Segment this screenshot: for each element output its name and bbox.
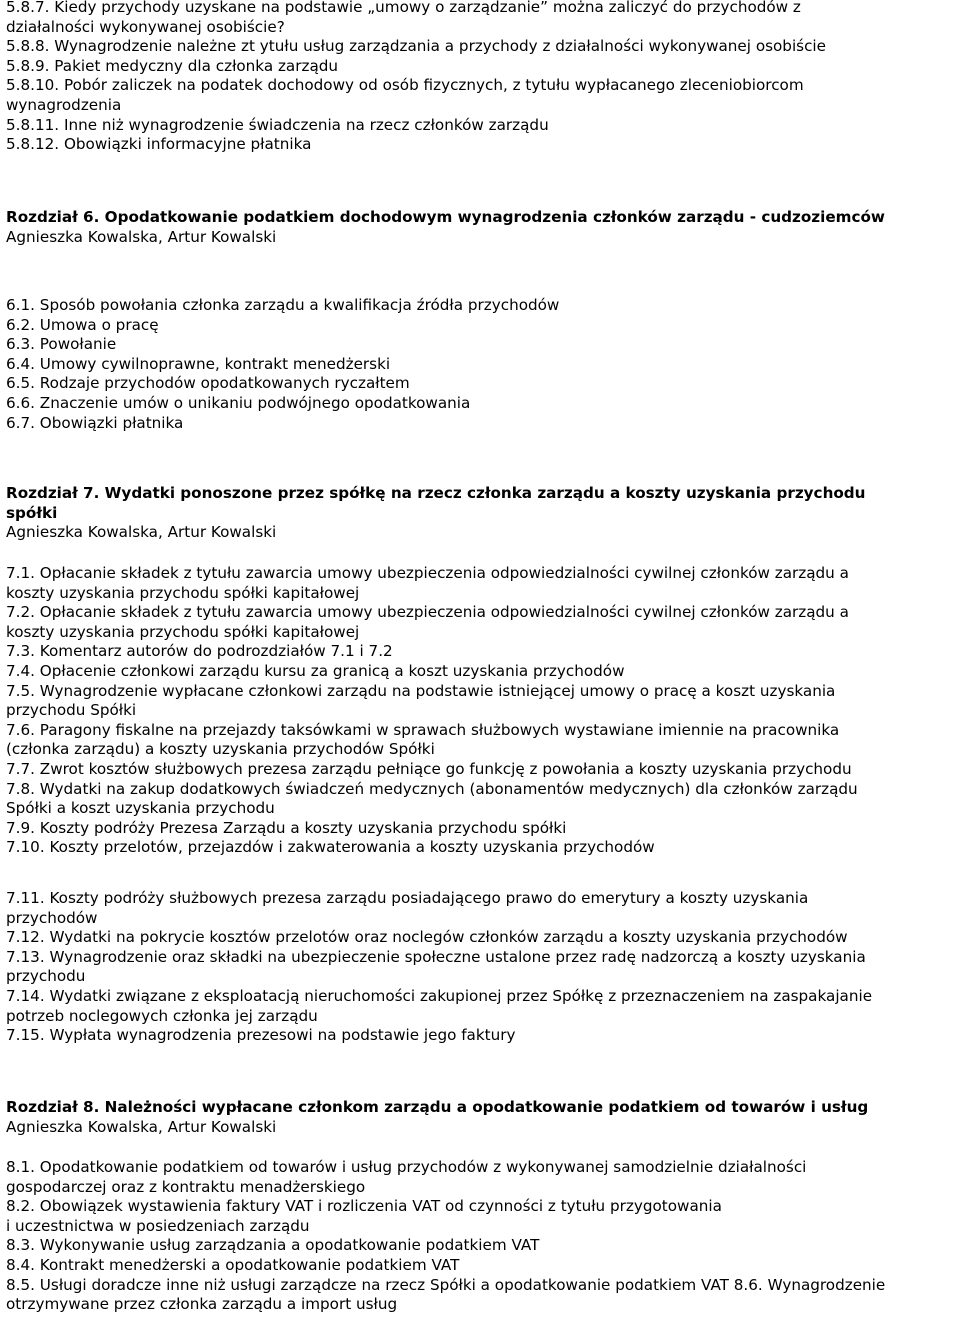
chapter-7-heading: Rozdział 7. Wydatki ponoszone przez spółkę na rzecz członka zarządu a koszty uzyskania przychodu [6,484,866,502]
toc-line: 7.8. Wydatki na zakup dodatkowych świadczeń medycznych (abonamentów medycznych) dla członków zarządu [6,779,858,798]
toc-line: potrzeb noclegowych członka jej zarządu [6,1006,318,1025]
toc-line: 7.5. Wynagrodzenie wypłacane członkowi zarządu na podstawie istniejącej umowy o pracę a koszt uzyskania [6,681,836,700]
chapter-6-list [6,296,559,433]
toc-line: 5.8.7. Kiedy przychody uzyskane na podstawie „umowy o zarządzanie” można zaliczyć do przychodów z [6,0,801,16]
toc-line: 6.4. Umowy cywilnoprawne, kontrakt menedżerski [6,354,391,373]
toc-line: 7.14. Wydatki związane z eksploatacją nieruchomości zakupionej przez Spółkę z przeznaczeniem na zaspakajanie [6,986,873,1005]
toc-line: przychodu Spółki [6,701,137,720]
chapter-8-list [6,1158,885,1315]
toc-line: przychodu [6,967,86,986]
toc-line: 7.10. Koszty przelotów, przejazdów i zakwaterowania a koszty uzyskania przychodów [6,838,655,857]
toc-line: wynagrodzenia [6,95,122,114]
toc-line: (członka zarządu) a koszty uzyskania przychodów Spółki [6,740,435,759]
toc-line: 6.1. Sposób powołania członka zarządu a kwalifikacja źródła przychodów [6,296,560,314]
toc-line: 8.5. Usługi doradcze inne niż usługi zarządcze na rzecz Spółki a opodatkowanie podatkiem VAT 8.6. Wynagrodzenie [6,1275,886,1294]
toc-line: 8.4. Kontrakt menedżerski a opodatkowanie podatkiem VAT [6,1255,460,1274]
chapter-7-heading-cont: spółki [6,503,58,522]
toc-line: koszty uzyskania przychodu spółki kapitałowej [6,622,360,641]
toc-line: 7.6. Paragony fiskalne na przejazdy taksówkami w sprawach służbowych wystawiane imiennie na pracownika [6,720,840,739]
toc-line: 5.8.8. Wynagrodzenie należne zt ytułu usług zarządzania a przychody z działalności wykonywanej osobiście [6,37,826,56]
toc-line: 7.9. Koszty podróży Prezesa Zarządu a koszty uzyskania przychodu spółki [6,818,567,837]
chapter-7-list-a [6,564,858,858]
toc-line: otrzymywane przez członka zarządu a import usług [6,1295,398,1314]
toc-line: działalności wykonywanej osobiście? [6,17,285,36]
toc-line: 6.5. Rodzaje przychodów opodatkowanych ryczałtem [6,374,410,393]
chapter-6-authors: Agnieszka Kowalska, Artur Kowalski [6,227,277,246]
toc-line: 7.7. Zwrot kosztów służbowych prezesa zarządu pełniące go funkcję z powołania a koszty uzyskania przychodu [6,759,852,778]
toc-line: 8.2. Obowiązek wystawienia faktury VAT i rozliczenia VAT od czynności z tytułu przygotowania [6,1197,722,1216]
chapter-7 [6,484,866,543]
toc-line: 6.3. Powołanie [6,335,117,354]
chapter-6 [6,208,885,247]
toc-line: Spółki a koszt uzyskania przychodu [6,799,275,818]
toc-line: 7.2. Opłacanie składek z tytułu zawarcia umowy ubezpieczenia odpowiedzialności cywilnej członków zarządu a [6,603,849,622]
chapter-7-list-b [6,889,872,1046]
chapter-8-authors: Agnieszka Kowalska, Artur Kowalski [6,1117,277,1136]
toc-line: 6.7. Obowiązki płatnika [6,413,184,432]
toc-line: 5.8.11. Inne niż wynagrodzenie świadczenia na rzecz członków zarządu [6,115,549,134]
chapter-7-authors: Agnieszka Kowalska, Artur Kowalski [6,523,277,542]
toc-line: 8.3. Wykonywanie usług zarządzania a opodatkowanie podatkiem VAT [6,1236,540,1255]
toc-line: przychodów [6,908,98,927]
toc-line: 5.8.12. Obowiązki informacyjne płatnika [6,135,312,154]
toc-line: 5.8.10. Pobór zaliczek na podatek dochodowy od osób fizycznych, z tytułu wypłacanego zleceniobiorcom [6,76,804,95]
toc-line: koszty uzyskania przychodu spółki kapitałowej [6,583,360,602]
chapter-6-heading: Rozdział 6. Opodatkowanie podatkiem dochodowym wynagrodzenia członków zarządu - cudzoziemców [6,208,885,226]
toc-line: 6.6. Znaczenie umów o unikaniu podwójnego opodatkowania [6,393,471,412]
toc-line: 7.13. Wynagrodzenie oraz składki na ubezpieczenie społeczne ustalone przez radę nadzorczą a koszty uzyskania [6,947,866,966]
prev-section-list [6,0,826,155]
chapter-8 [6,1098,868,1137]
toc-line: 5.8.9. Pakiet medyczny dla członka zarządu [6,56,339,75]
toc-line: 7.4. Opłacenie członkowi zarządu kursu za granicą a koszt uzyskania przychodów [6,661,625,680]
toc-line: 8.1. Opodatkowanie podatkiem od towarów i usług przychodów z wykonywanej samodzielnie działalności [6,1158,807,1176]
toc-line: 7.15. Wypłata wynagrodzenia prezesowi na podstawie jego faktury [6,1026,516,1045]
chapter-8-heading: Rozdział 8. Należności wypłacane członkom zarządu a opodatkowanie podatkiem od towarów i usług [6,1098,869,1116]
toc-line: i uczestnictwa w posiedzeniach zarządu [6,1216,310,1235]
toc-line: 6.2. Umowa o pracę [6,315,159,334]
toc-line: 7.3. Komentarz autorów do podrozdziałów 7.1 i 7.2 [6,642,393,661]
toc-line: 7.1. Opłacanie składek z tytułu zawarcia umowy ubezpieczenia odpowiedzialności cywilnej członków zarządu a [6,564,849,582]
toc-line: 7.12. Wydatki na pokrycie kosztów przelotów oraz noclegów członków zarządu a koszty uzyskania przychodów [6,928,848,947]
toc-line: 7.11. Koszty podróży służbowych prezesa zarządu posiadającego prawo do emerytury a koszty uzyskania [6,889,809,907]
toc-line: gospodarczej oraz z kontraktu menadżerskiego [6,1177,366,1196]
